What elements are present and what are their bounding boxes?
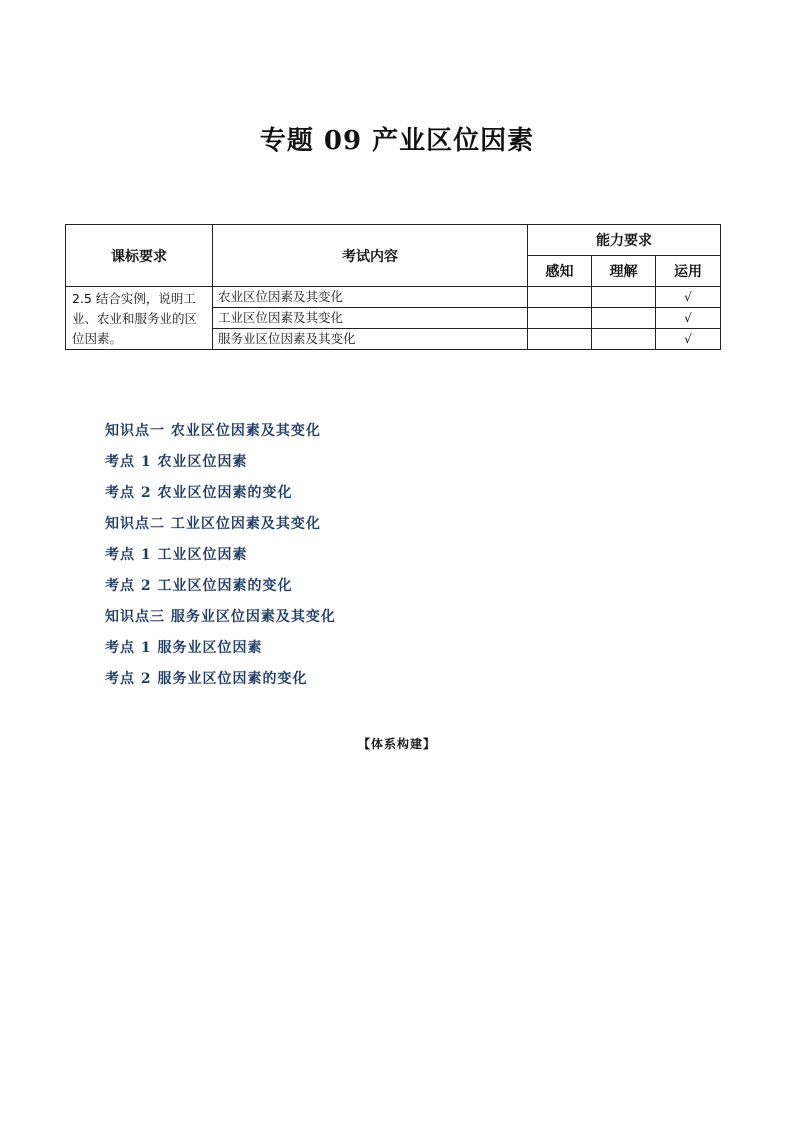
exam-point-item: 考点 2 工业区位因素的变化	[105, 578, 293, 594]
knowledge-point-heading: 知识点二 工业区位因素及其变化	[105, 516, 321, 532]
header-standard: 课标要求	[66, 225, 213, 287]
header-content: 考试内容	[213, 225, 528, 287]
exam-point-item: 考点 1 服务业区位因素	[105, 640, 263, 656]
header-understand: 理解	[592, 256, 656, 287]
knowledge-point-heading: 知识点一 农业区位因素及其变化	[105, 423, 321, 439]
exam-point-item: 考点 1 工业区位因素	[105, 547, 248, 563]
content-cell: 工业区位因素及其变化	[213, 308, 528, 329]
content-cell: 服务业区位因素及其变化	[213, 329, 528, 350]
standard-text: 2.5 结合实例，说明工业、农业和服务业的区位因素。	[66, 287, 213, 350]
apply-check-mark: √	[656, 329, 721, 350]
exam-point-item: 考点 2 农业区位因素的变化	[105, 485, 293, 501]
knowledge-point-heading: 知识点三 服务业区位因素及其变化	[105, 609, 336, 625]
system-construction-label: 【体系构建】	[357, 737, 436, 751]
exam-point-item: 考点 1 农业区位因素	[105, 454, 248, 470]
requirements-table	[65, 224, 721, 350]
understand-cell	[592, 329, 656, 350]
perceive-cell	[528, 308, 592, 329]
apply-check-mark: √	[656, 287, 721, 308]
header-perceive: 感知	[528, 256, 592, 287]
apply-check-mark: √	[656, 308, 721, 329]
header-apply: 运用	[656, 256, 721, 287]
table-row	[66, 287, 721, 308]
understand-cell	[592, 287, 656, 308]
understand-cell	[592, 308, 656, 329]
exam-point-item: 考点 2 服务业区位因素的变化	[105, 671, 308, 687]
table-header-row	[66, 225, 721, 256]
knowledge-outline	[105, 420, 605, 699]
content-cell: 农业区位因素及其变化	[213, 287, 528, 308]
perceive-cell	[528, 287, 592, 308]
page-title: 专题 09 产业区位因素	[259, 126, 535, 156]
header-ability: 能力要求	[528, 225, 721, 256]
perceive-cell	[528, 329, 592, 350]
